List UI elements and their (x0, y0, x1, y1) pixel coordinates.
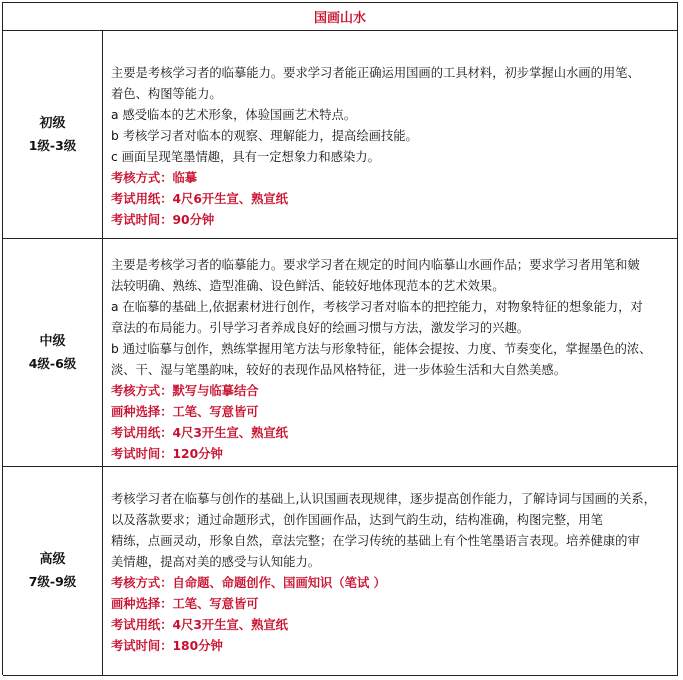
level-name: 中级 (39, 333, 66, 349)
description-line: 美情趣，提高对美的感受与认知能力。 (111, 555, 321, 569)
description-line: 主要是考核学习者的临摹能力。要求学习者在规定的时间内临摹山水画作品；要求学习者用笔和皴 (111, 258, 640, 272)
level-name: 高级 (39, 552, 66, 567)
exam-method: 考核方式：默写与临摹结合 (111, 384, 259, 398)
level-name: 初级 (39, 115, 66, 131)
level-beginner-description (103, 31, 678, 239)
exam-time: 考试时间：180分钟 (111, 639, 223, 653)
exam-method: 考核方式：自命题、命题创作、国画知识（笔试 ） (111, 576, 386, 590)
level-grades: 4级-6级 (28, 355, 77, 371)
genre-choice: 画种选择：工笔、写意皆可 (111, 405, 259, 419)
genre-choice: 画种选择：工笔、写意皆可 (111, 597, 259, 611)
exam-method: 考核方式：临摹 (111, 171, 198, 185)
description-line: a 在临摹的基础上,依据素材进行创作，考核学习者对临本的把控能力，对物象特征的想象能力，对 (111, 300, 643, 314)
exam-paper: 考试用纸：4尺6开生宣、熟宣纸 (111, 192, 288, 206)
description-line: c 画面呈现笔墨情趣，具有一定想象力和感染力。 (111, 150, 380, 164)
table-title-cell (3, 3, 678, 31)
description-line: a 感受临本的艺术形象，体验国画艺术特点。 (111, 108, 357, 122)
level-grades: 7级-9级 (28, 574, 77, 589)
description-line: 主要是考核学习者的临摹能力。要求学习者能正确运用国画的工具材料，初步掌握山水画的用笔、 (111, 66, 640, 80)
description-line: b 考核学习者对临本的观察、理解能力，提高绘画技能。 (111, 129, 418, 143)
exam-time: 考试时间：90分钟 (111, 213, 215, 227)
exam-time: 考试时间：120分钟 (111, 447, 223, 461)
exam-paper: 考试用纸：4尺3开生宣、熟宣纸 (111, 618, 288, 632)
exam-table (2, 2, 678, 675)
description-line: 精练，点画灵动，形象自然，章法完整；在学习传统的基础上有个性笔墨语言表现。培养健康的审 (111, 534, 640, 548)
description-line: 章法的布局能力。引导学习者养成良好的绘画习惯与方法，激发学习的兴趣。 (111, 321, 530, 335)
description-line: 着色、构图等能力。 (111, 87, 222, 101)
level-beginner-cell (3, 31, 103, 239)
level-advanced-cell (3, 467, 103, 676)
description-line: b 通过临摹与创作，熟练掌握用笔方法与形象特征，能体会提按、力度、节奏变化，掌握墨色的浓、 (111, 342, 652, 356)
level-advanced-description (103, 467, 678, 676)
level-intermediate-description (103, 239, 678, 467)
description-line: 淡、干、湿与笔墨韵味，较好的表现作品风格特征，进一步体验生活和大自然美感。 (111, 363, 566, 377)
level-intermediate-cell (3, 239, 103, 467)
table-title: 国画山水 (313, 11, 366, 26)
description-line: 以及落款要求；通过命题形式，创作国画作品，达到气韵生动，结构准确，构图完整，用笔 (111, 513, 603, 527)
exam-paper: 考试用纸：4尺3开生宣、熟宣纸 (111, 426, 288, 440)
description-line: 考核学习者在临摹与创作的基础上,认识国画表现规律，逐步提高创作能力，了解诗词与国画的关系， (111, 492, 656, 506)
description-line: 法较明确、熟练、造型准确、设色鲜活、能较好地体现范本的艺术效果。 (111, 279, 505, 293)
level-grades: 1级-3级 (28, 137, 77, 153)
